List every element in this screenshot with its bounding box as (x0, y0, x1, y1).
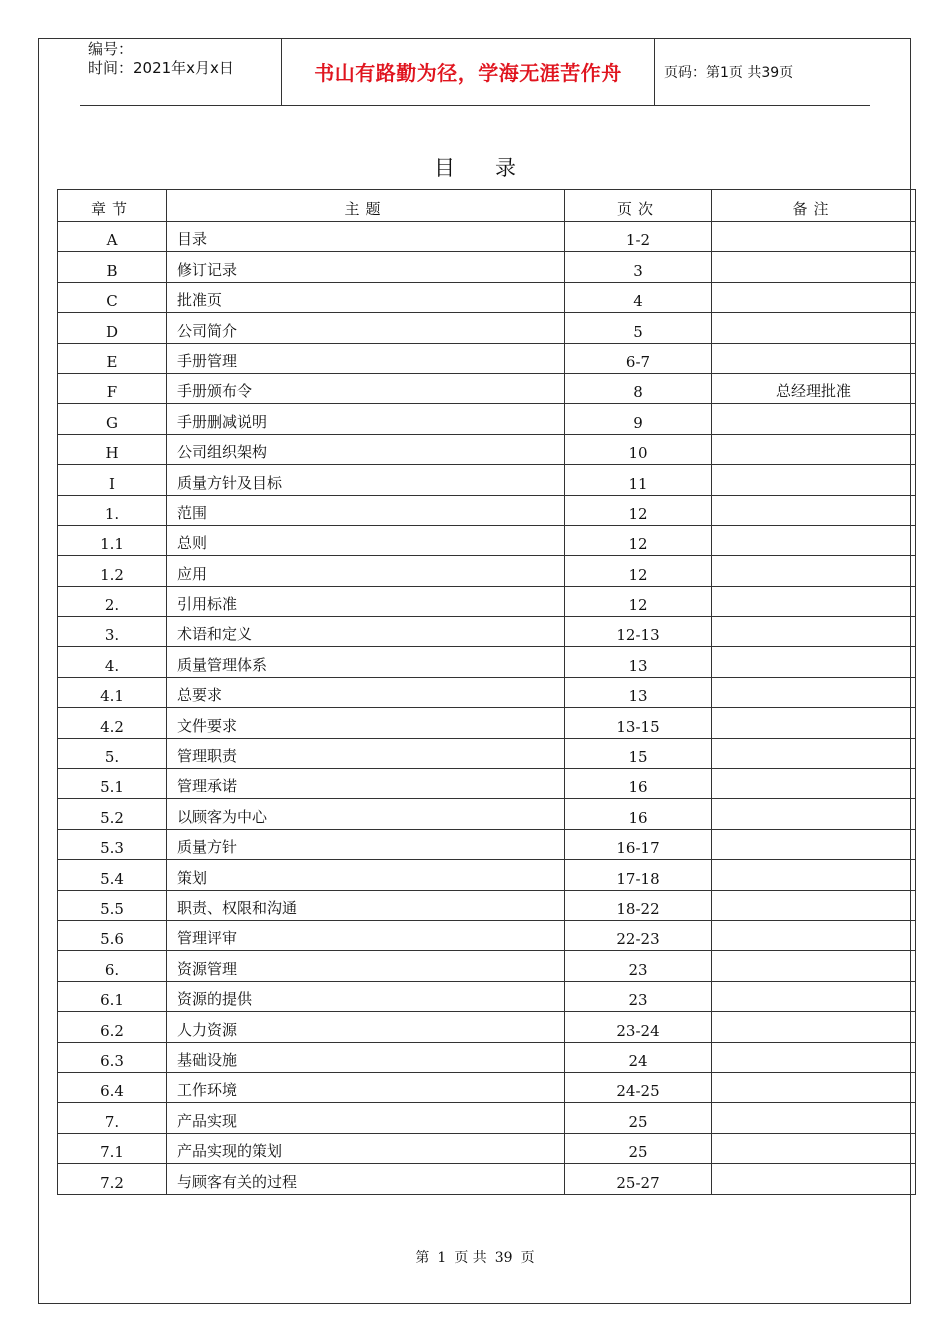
cell-note (712, 525, 916, 555)
cell-page: 3 (565, 252, 712, 282)
cell-page: 13 (565, 677, 712, 707)
cell-chapter: D (58, 313, 167, 343)
cell-page: 12 (565, 525, 712, 555)
cell-chapter: G (58, 404, 167, 434)
cell-note (712, 343, 916, 373)
cell-page: 5 (565, 313, 712, 343)
cell-page: 10 (565, 434, 712, 464)
cell-page: 17-18 (565, 860, 712, 890)
header-divider (654, 38, 655, 105)
cell-chapter: I (58, 465, 167, 495)
cell-page: 25 (565, 1103, 712, 1133)
cell-topic: 产品实现的策划 (167, 1133, 565, 1163)
cell-chapter: 6.4 (58, 1072, 167, 1102)
cell-chapter: 6.3 (58, 1042, 167, 1072)
cell-chapter: E (58, 343, 167, 373)
table-row (58, 404, 916, 434)
cell-page: 12 (565, 495, 712, 525)
cell-page: 25 (565, 1133, 712, 1163)
cell-note (712, 586, 916, 616)
cell-note (712, 282, 916, 312)
header-motto: 书山有路勤为径，学海无涯苦作舟 (314, 61, 622, 85)
cell-page: 22-23 (565, 920, 712, 950)
cell-topic: 资源管理 (167, 951, 565, 981)
table-row (58, 1103, 916, 1133)
table-row (58, 1164, 916, 1194)
table-row (58, 738, 916, 768)
cell-chapter: 6. (58, 951, 167, 981)
cell-topic: 管理评审 (167, 920, 565, 950)
cell-note: 总经理批准 (712, 373, 916, 403)
column-header-topic: 主题 (167, 190, 565, 222)
table-row (58, 1042, 916, 1072)
cell-page: 16 (565, 799, 712, 829)
cell-page: 8 (565, 373, 712, 403)
cell-topic: 批准页 (167, 282, 565, 312)
table-row (58, 373, 916, 403)
cell-chapter: 5.5 (58, 890, 167, 920)
table-row (58, 769, 916, 799)
cell-topic: 公司组织架构 (167, 434, 565, 464)
cell-page: 12 (565, 556, 712, 586)
cell-topic: 公司简介 (167, 313, 565, 343)
cell-chapter: C (58, 282, 167, 312)
cell-note (712, 647, 916, 677)
table-row (58, 525, 916, 555)
column-header-chapter: 章节 (58, 190, 167, 222)
cell-chapter: 5.1 (58, 769, 167, 799)
cell-note (712, 1133, 916, 1163)
table-row (58, 981, 916, 1011)
header-page-label: 页码：第1页 共39页 (664, 64, 794, 81)
cell-note (712, 708, 916, 738)
cell-note (712, 1103, 916, 1133)
footer-suffix: 页 (520, 1250, 535, 1266)
cell-note (712, 799, 916, 829)
cell-chapter: 5.2 (58, 799, 167, 829)
cell-note (712, 222, 916, 252)
footer-prefix: 第 (415, 1250, 430, 1266)
cell-topic: 质量管理体系 (167, 647, 565, 677)
cell-chapter: 4. (58, 647, 167, 677)
cell-note (712, 465, 916, 495)
cell-page: 16-17 (565, 829, 712, 859)
page-title: 目录 (434, 156, 556, 180)
table-row (58, 556, 916, 586)
table-row (58, 1012, 916, 1042)
table-row (58, 465, 916, 495)
cell-note (712, 677, 916, 707)
cell-topic: 策划 (167, 860, 565, 890)
document-time-label: 时间：2021年x月x日 (88, 59, 234, 77)
cell-note (712, 556, 916, 586)
cell-topic: 工作环境 (167, 1072, 565, 1102)
footer-mid: 页 共 (454, 1250, 487, 1266)
cell-page: 13-15 (565, 708, 712, 738)
cell-topic: 人力资源 (167, 1012, 565, 1042)
column-header-note: 备注 (712, 190, 916, 222)
table-row (58, 282, 916, 312)
cell-topic: 手册颁布令 (167, 373, 565, 403)
cell-page: 24-25 (565, 1072, 712, 1102)
table-row (58, 313, 916, 343)
cell-page: 16 (565, 769, 712, 799)
cell-topic: 职责、权限和沟通 (167, 890, 565, 920)
cell-note (712, 495, 916, 525)
cell-chapter: 5. (58, 738, 167, 768)
toc-table (57, 189, 916, 1195)
cell-note (712, 1042, 916, 1072)
table-row (58, 647, 916, 677)
table-row (58, 799, 916, 829)
cell-page: 23-24 (565, 1012, 712, 1042)
page-header (80, 38, 870, 106)
cell-chapter: 5.6 (58, 920, 167, 950)
table-row (58, 920, 916, 950)
cell-topic: 范围 (167, 495, 565, 525)
table-row (58, 890, 916, 920)
footer-current-page: 1 (437, 1250, 447, 1266)
cell-chapter: 7. (58, 1103, 167, 1133)
cell-topic: 管理承诺 (167, 769, 565, 799)
table-row (58, 708, 916, 738)
cell-page: 25-27 (565, 1164, 712, 1194)
cell-note (712, 951, 916, 981)
cell-note (712, 1072, 916, 1102)
cell-topic: 引用标准 (167, 586, 565, 616)
cell-note (712, 829, 916, 859)
table-row (58, 434, 916, 464)
cell-chapter: 6.2 (58, 1012, 167, 1042)
cell-chapter: 2. (58, 586, 167, 616)
cell-topic: 资源的提供 (167, 981, 565, 1011)
cell-chapter: 5.3 (58, 829, 167, 859)
cell-topic: 以顾客为中心 (167, 799, 565, 829)
cell-page: 1-2 (565, 222, 712, 252)
cell-note (712, 404, 916, 434)
cell-note (712, 860, 916, 890)
cell-topic: 基础设施 (167, 1042, 565, 1072)
cell-topic: 管理职责 (167, 738, 565, 768)
cell-note (712, 920, 916, 950)
cell-topic: 修订记录 (167, 252, 565, 282)
cell-chapter: 4.2 (58, 708, 167, 738)
cell-chapter: B (58, 252, 167, 282)
cell-note (712, 313, 916, 343)
cell-chapter: 7.1 (58, 1133, 167, 1163)
cell-chapter: 3. (58, 617, 167, 647)
cell-chapter: A (58, 222, 167, 252)
cell-chapter: 1.2 (58, 556, 167, 586)
cell-chapter: 1. (58, 495, 167, 525)
table-row (58, 1133, 916, 1163)
cell-chapter: 7.2 (58, 1164, 167, 1194)
cell-topic: 与顾客有关的过程 (167, 1164, 565, 1194)
cell-topic: 文件要求 (167, 708, 565, 738)
cell-topic: 手册管理 (167, 343, 565, 373)
cell-note (712, 434, 916, 464)
cell-topic: 产品实现 (167, 1103, 565, 1133)
cell-note (712, 1012, 916, 1042)
cell-topic: 总则 (167, 525, 565, 555)
cell-chapter: 5.4 (58, 860, 167, 890)
cell-chapter: H (58, 434, 167, 464)
cell-note (712, 1164, 916, 1194)
cell-note (712, 738, 916, 768)
cell-topic: 总要求 (167, 677, 565, 707)
table-header-row (58, 190, 916, 222)
column-header-page: 页次 (565, 190, 712, 222)
cell-topic: 应用 (167, 556, 565, 586)
cell-page: 23 (565, 951, 712, 981)
cell-topic: 质量方针 (167, 829, 565, 859)
cell-page: 15 (565, 738, 712, 768)
cell-note (712, 890, 916, 920)
table-row (58, 677, 916, 707)
cell-chapter: 6.1 (58, 981, 167, 1011)
table-row (58, 495, 916, 525)
document-number-label: 编号： (88, 40, 134, 58)
cell-note (712, 981, 916, 1011)
table-row (58, 951, 916, 981)
footer-total-pages: 39 (494, 1250, 513, 1266)
cell-topic: 手册删减说明 (167, 404, 565, 434)
cell-topic: 术语和定义 (167, 617, 565, 647)
header-meta (88, 40, 234, 78)
cell-page: 12-13 (565, 617, 712, 647)
table-row (58, 343, 916, 373)
table-row (58, 860, 916, 890)
cell-chapter: F (58, 373, 167, 403)
cell-topic: 目录 (167, 222, 565, 252)
table-row (58, 829, 916, 859)
cell-page: 13 (565, 647, 712, 677)
cell-note (712, 252, 916, 282)
cell-page: 12 (565, 586, 712, 616)
cell-note (712, 617, 916, 647)
cell-page: 4 (565, 282, 712, 312)
cell-page: 9 (565, 404, 712, 434)
table-row (58, 617, 916, 647)
table-row (58, 1072, 916, 1102)
cell-chapter: 4.1 (58, 677, 167, 707)
cell-note (712, 769, 916, 799)
cell-page: 23 (565, 981, 712, 1011)
cell-page: 24 (565, 1042, 712, 1072)
page-footer (0, 1247, 950, 1267)
cell-page: 18-22 (565, 890, 712, 920)
cell-chapter: 1.1 (58, 525, 167, 555)
table-row (58, 222, 916, 252)
cell-topic: 质量方针及目标 (167, 465, 565, 495)
cell-page: 11 (565, 465, 712, 495)
table-row (58, 586, 916, 616)
table-row (58, 252, 916, 282)
cell-page: 6-7 (565, 343, 712, 373)
